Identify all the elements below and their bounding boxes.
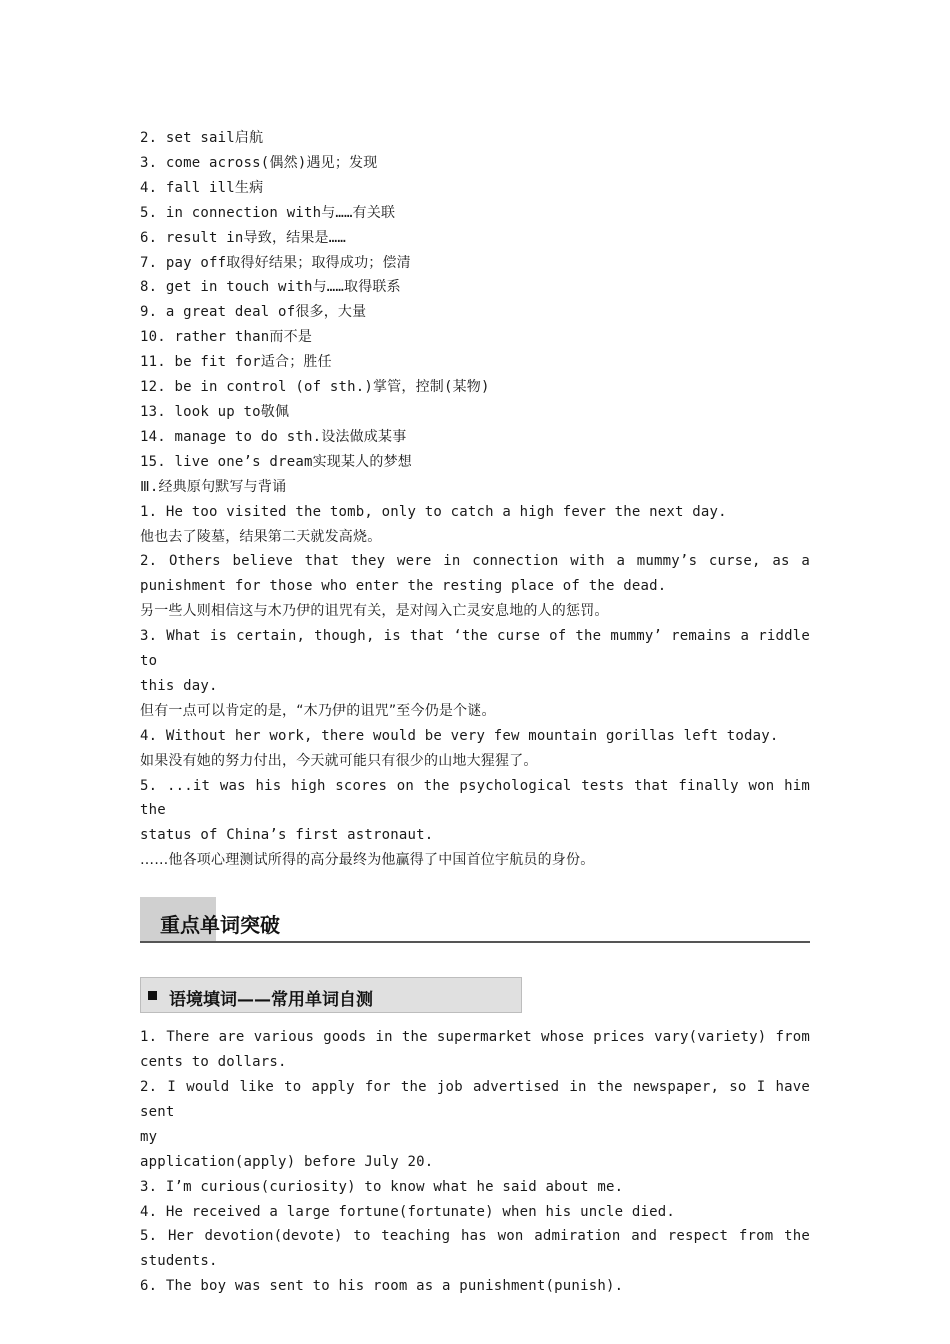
list-item: 3. come across(偶然)遇见；发现 <box>140 154 378 171</box>
sentence-zh: 如果没有她的努力付出，今天就可能只有很少的山地大猩猩了。 <box>140 752 538 769</box>
sentence-zh: 他也去了陵墓，结果第二天就发高烧。 <box>140 528 382 545</box>
document-page <box>140 126 810 1299</box>
sentence-en: status of China’s first astronaut. <box>140 827 434 844</box>
context-fill-title: 语境填词——常用单词自测 <box>169 990 373 1011</box>
exercise-item: 1. There are various goods in the supermarket whose prices vary(variety) from <box>140 1029 810 1046</box>
sentence-en: 4. Without her work, there would be very few mountain gorillas left today. <box>140 727 779 744</box>
exercise-item: 6. The boy was sent to his room as a punishment(punish). <box>140 1278 624 1295</box>
list-item: 9. a great deal of很多，大量 <box>140 304 367 321</box>
list-item: 7. pay off取得好结果；取得成功；偿清 <box>140 254 411 271</box>
sentence-zh: ……他各项心理测试所得的高分最终为他赢得了中国首位宇航员的身份。 <box>140 852 595 869</box>
exercise-item: application(apply) before July 20. <box>140 1153 434 1170</box>
sentence-en: punishment for those who enter the resting place of the dead. <box>140 578 667 595</box>
phrase-list <box>140 126 810 475</box>
exercise-list <box>140 1025 810 1299</box>
key-words-title: 重点单词突破 <box>160 913 280 938</box>
sentence-en: 3. What is certain, though, is that ‘the curse of the mummy’ remains a riddle to <box>140 628 810 670</box>
sentence-zh: 但有一点可以肯定的是，“木乃伊的诅咒”至今仍是个谜。 <box>140 702 496 719</box>
exercise-item: 5. Her devotion(devote) to teaching has won admiration and respect from the <box>140 1228 810 1245</box>
list-item: 15. live one’s dream实现某人的梦想 <box>140 453 412 470</box>
sentence-en: 5. ...it was his high scores on the psychological tests that finally won him the <box>140 777 810 819</box>
sentence-zh: 另一些人则相信这与木乃伊的诅咒有关，是对闯入亡灵安息地的人的惩罚。 <box>140 603 609 620</box>
key-words-header <box>140 897 810 943</box>
exercise-item: 2. I would like to apply for the job advertised in the newspaper, so I have sent <box>140 1079 810 1120</box>
list-item: 2. set sail启航 <box>140 130 264 146</box>
exercise-item: students. <box>140 1253 218 1270</box>
list-item: 4. fall ill生病 <box>140 179 264 196</box>
list-item: 13. look up to敬佩 <box>140 403 290 420</box>
sentence-en: this day. <box>140 677 218 694</box>
exercise-item: cents to dollars. <box>140 1054 287 1071</box>
list-item: 6. result in导致，结果是…… <box>140 229 347 246</box>
exercise-item: 3. I’m curious(curiosity) to know what he said about me. <box>140 1178 624 1195</box>
sentence-en: 1. He too visited the tomb, only to catch a high fever the next day. <box>140 503 727 520</box>
sentence-en: 2. Others believe that they were in connection with a mummy’s curse, as a <box>140 553 810 570</box>
exercise-item: 4. He received a large fortune(fortunate) when his uncle died. <box>140 1203 675 1220</box>
exercise-item: my <box>140 1128 158 1145</box>
list-item: 5. in connection with与……有关联 <box>140 204 396 221</box>
context-fill-header <box>140 977 522 1013</box>
square-bullet-icon <box>148 991 157 1000</box>
list-item: 11. be fit for适合；胜任 <box>140 354 332 371</box>
list-item: 10. rather than而不是 <box>140 329 313 346</box>
classic-sentences <box>140 475 810 874</box>
section-heading: Ⅲ.经典原句默写与背诵 <box>140 478 287 495</box>
list-item: 8. get in touch with与……取得联系 <box>140 279 401 296</box>
list-item: 14. manage to do sth.设法做成某事 <box>140 428 407 445</box>
list-item: 12. be in control (of sth.)掌管，控制(某物) <box>140 379 490 396</box>
